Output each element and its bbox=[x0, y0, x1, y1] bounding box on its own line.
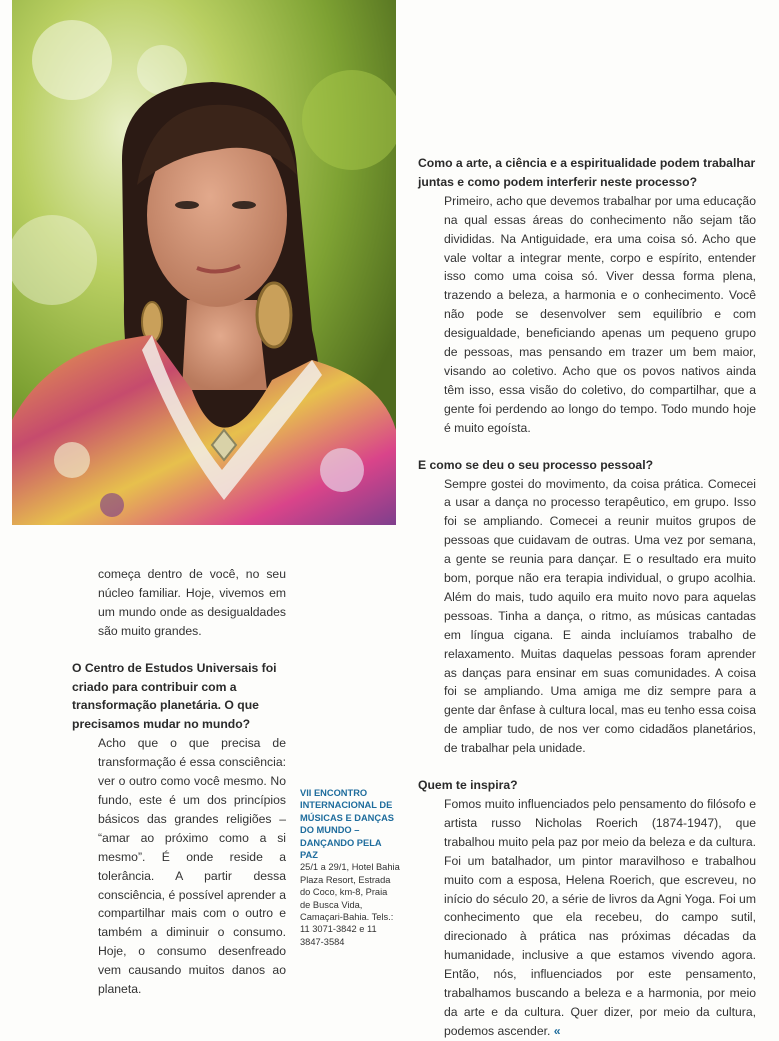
answer-center-studies: Acho que o que precisa de transformação é essa consciência: ver o outro como você mesmo. No fundo, este é um dos princípios básicos das grandes religiões – “amar ao próximo como a si mesmo”. É onde reside a tolerância. A partir dessa consciência, é possível aprender a compartilhar mais com o outro e também a diminuir o consumo. Hoje, o consumo desenfreado vem causando muitos danos ao planeta. bbox=[98, 736, 286, 997]
answer-art-science: Primeiro, acho que devemos trabalhar por uma educação na qual essas áreas do conhecimento não sejam tão divididas. Na Antiguidade, era uma coisa só. Acho que vale voltar a integrar mente, corpo e espírito, entender isso como uma coisa só. Viver dessa forma plena, trazendo a beleza, a harmonia e o conhecimento. Você não pode se desenvolver sem equilíbrio e com desigualdade, beneficiando apenas um pequeno grupo de pessoas, mas pensando em trazer um bem maior, visando ao coletivo. Acho que os povos nativos ainda têm isso, essa visão do coletivo, do compartilhar, que a gente foi perdendo ao longo do tempo. Todo mundo hoje é muito egoísta. bbox=[444, 193, 756, 435]
right-column bbox=[418, 154, 756, 1041]
end-mark: « bbox=[553, 1023, 561, 1038]
answer-inspiration bbox=[444, 795, 756, 1041]
event-sidebar bbox=[300, 787, 400, 948]
continued-paragraph: começa dentro de você, no seu núcleo familiar. Hoje, vivemos em um mundo onde as desigualdades são muito grandes. bbox=[98, 567, 286, 638]
event-title: VII ENCONTRO INTERNACIONAL DE MÚSICAS E DANÇAS DO MUNDO – DANÇANDO PELA PAZ bbox=[300, 788, 395, 861]
question-center-studies: O Centro de Estudos Universais foi criado para contribuir com a transformação planetária. O que precisamos mudar no mundo? bbox=[72, 660, 277, 732]
portrait-illustration bbox=[12, 0, 396, 525]
question-personal-process: E como se deu o seu processo pessoal? bbox=[418, 457, 654, 472]
event-details: 25/1 a 29/1, Hotel Bahia Plaza Resort, Estrada do Coco, km-8, Praia de Busca Vida, Camaçari-Bahia. Tels.: 11 3071-3842 e 11 3847-3584 bbox=[300, 862, 400, 947]
left-column bbox=[72, 565, 286, 999]
answer-inspiration-text: Fomos muito influenciados pelo pensamento do filósofo e artista russo Nicholas Roerich (1874-1947), que trabalhou muito pela paz por meio da beleza e da cultura. Foi um batalhador, um pintor maravilhoso e trabalhou muito com a esposa, Helena Roerich, que escreveu, no início do século 20, a série de livros da Agni Yoga. Foi um conhecimento que ela recebeu, do campo sutil, direcionado à prática nas próximas décadas da humanidade, inclusive a que estamos vivendo agora. Então, nós, influenciados por este pensamento, trabalhamos buscando a beleza e a harmonia, por meio da arte e da cultura. Quer dizer, por meio da cultura, podemos ascender. bbox=[444, 797, 756, 1038]
answer-personal-process: Sempre gostei do movimento, da coisa prática. Comecei a usar a dança no processo terapêutico, em grupo. Isso foi se ampliando. Comecei a reunir muitos grupos de pessoas que cuidavam de outras. Uma vez por semana, a gente se reunia para dançar. E o resultado era muito bom, porque não era terapia individual, o grupo acolhia. Além do mais, tudo aquilo era muito novo para aquelas pessoas. Tinha a dança, o ritmo, as músicas cantadas em língua cigana. E ainda incluíamos trabalho de relaxamento. Muitas daquelas pessoas foram aprender as danças para ensinar em suas comunidades. A coisa foi se ampliando. Uma amiga me diz sempre para a gente dar ênfase à cultura local, mas eu tenho essa coisa de ampliar tudo, de nos ver como cidadãos planetários, de trabalhar pela unidade. bbox=[444, 476, 756, 756]
portrait-photo bbox=[12, 0, 396, 525]
question-inspiration: Quem te inspira? bbox=[418, 778, 518, 793]
question-art-science: Como a arte, a ciência e a espiritualidade podem trabalhar juntas e como podem interferir neste processo? bbox=[418, 156, 756, 189]
